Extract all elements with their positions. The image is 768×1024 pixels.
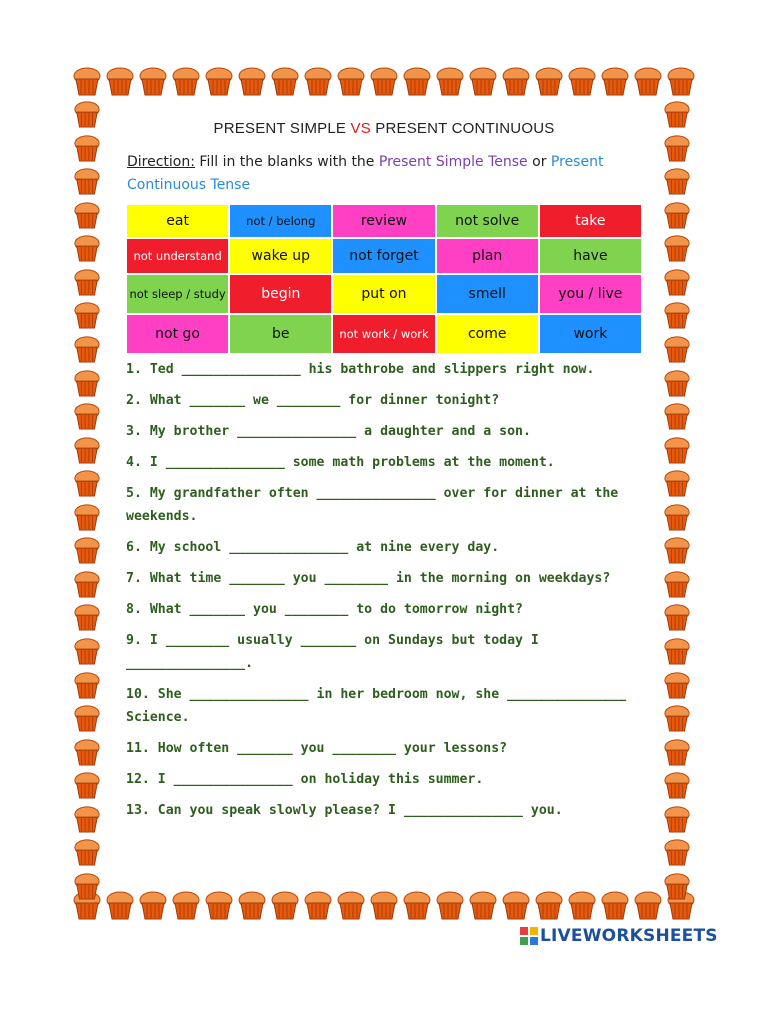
muffin-icon [72,402,102,430]
verb-cell: have [540,239,641,273]
muffin-icon [633,66,663,96]
muffin-icon [662,234,692,262]
muffin-icon [567,66,597,96]
title-part1: PRESENT SIMPLE [213,120,351,137]
muffin-icon [501,890,531,920]
muffin-icon [237,66,267,96]
muffin-icon [72,671,102,699]
muffin-border-top [72,66,696,102]
muffin-icon [105,890,135,920]
muffin-border-left [72,100,106,900]
verb-cell: be [230,315,331,353]
verb-cell: plan [437,239,538,273]
muffin-icon [204,66,234,96]
verb-box [127,205,641,349]
muffin-icon [662,301,692,329]
muffin-icon [72,771,102,799]
title-part2: PRESENT CONTINUOUS [370,120,555,137]
verb-cell: wake up [230,239,331,273]
muffin-icon [72,134,102,162]
question-item: 6. My school _______________ at nine every day. [126,540,500,555]
muffin-icon [72,872,102,900]
muffin-icon [600,66,630,96]
muffin-icon [72,268,102,296]
verb-cell: not / belong [230,205,331,237]
direction-or: or [527,154,551,170]
verb-cell: eat [127,205,228,237]
muffin-icon [72,838,102,866]
muffin-icon [171,890,201,920]
worksheet-title [0,120,768,137]
question-list [126,358,646,822]
muffin-icon [402,890,432,920]
muffin-icon [72,637,102,665]
question-item: 1. Ted _______________ his bathrobe and slippers right now. [126,362,595,377]
muffin-icon [336,66,366,96]
title-vs: VS [350,120,371,137]
muffin-icon [369,890,399,920]
question-item: 10. She _______________ in her bedroom now, she _______________ Science. [126,687,627,725]
muffin-icon [72,704,102,732]
muffin-icon [662,369,692,397]
question-item: 4. I _______________ some math problems at the moment. [126,455,555,470]
muffin-icon [204,890,234,920]
verb-cell: take [540,205,641,237]
muffin-border-right [662,100,696,900]
muffin-icon [72,201,102,229]
muffin-icon [662,469,692,497]
verb-cell: smell [437,275,538,313]
question-item: 9. I ________ usually _______ on Sundays but today I _______________. [126,633,539,671]
muffin-icon [237,890,267,920]
question-item: 3. My brother _______________ a daughter and a son. [126,424,531,439]
muffin-icon [270,890,300,920]
muffin-icon [662,603,692,631]
muffin-border-bottom [72,890,696,926]
muffin-icon [72,66,102,96]
muffin-icon [303,890,333,920]
direction-text [127,151,652,197]
verb-cell: review [333,205,434,237]
muffin-icon [72,503,102,531]
muffin-icon [633,890,663,920]
muffin-icon [72,167,102,195]
muffin-icon [435,66,465,96]
muffin-icon [662,503,692,531]
muffin-icon [72,738,102,766]
verb-cell: you / live [540,275,641,313]
muffin-icon [171,66,201,96]
muffin-icon [72,436,102,464]
muffin-icon [336,890,366,920]
verb-cell: not sleep / study [127,275,228,313]
muffin-icon [72,335,102,363]
question-item: 11. How often _______ you ________ your lessons? [126,741,508,756]
muffin-icon [72,603,102,631]
muffin-icon [72,805,102,833]
muffin-icon [468,66,498,96]
muffin-icon [72,570,102,598]
question-item: 12. I _______________ on holiday this summer. [126,772,484,787]
muffin-icon [662,805,692,833]
muffin-icon [662,738,692,766]
muffin-icon [534,890,564,920]
verb-cell: begin [230,275,331,313]
muffin-icon [369,66,399,96]
muffin-icon [662,335,692,363]
verb-cell: come [437,315,538,353]
muffin-icon [72,301,102,329]
question-item: 5. My grandfather often _______________ over for dinner at the weekends. [126,486,619,524]
muffin-icon [662,134,692,162]
direction-continuous-tense: Present Continuous Tense [127,154,604,193]
muffin-icon [662,536,692,564]
muffin-icon [435,890,465,920]
muffin-icon [138,66,168,96]
muffin-icon [105,66,135,96]
verb-cell: not forget [333,239,434,273]
muffin-icon [666,66,696,96]
direction-label: Direction: [127,154,195,170]
muffin-icon [534,66,564,96]
muffin-icon [72,536,102,564]
verb-cell: not go [127,315,228,353]
question-item: 13. Can you speak slowly please? I _______________ you. [126,803,563,818]
muffin-icon [600,890,630,920]
muffin-icon [662,436,692,464]
muffin-icon [662,872,692,900]
muffin-icon [501,66,531,96]
muffin-icon [567,890,597,920]
liveworksheets-logo-text: LIVEWORKSHEETS [540,926,718,946]
muffin-icon [662,671,692,699]
verb-cell: not work / work [333,315,434,353]
direction-body: Fill in the blanks with the [194,154,379,170]
muffin-icon [72,369,102,397]
verb-cell: not understand [127,239,228,273]
muffin-icon [72,234,102,262]
liveworksheets-logo-icon [520,927,538,945]
muffin-icon [402,66,432,96]
verb-cell: put on [333,275,434,313]
muffin-icon [662,771,692,799]
verb-cell: work [540,315,641,353]
muffin-icon [270,66,300,96]
muffin-icon [662,704,692,732]
muffin-icon [662,201,692,229]
muffin-icon [662,838,692,866]
muffin-icon [138,890,168,920]
question-item: 2. What _______ we ________ for dinner tonight? [126,393,500,408]
direction-simple-tense: Present Simple Tense [378,154,528,170]
muffin-icon [662,402,692,430]
muffin-icon [72,469,102,497]
question-item: 8. What _______ you ________ to do tomorrow night? [126,602,523,617]
verb-cell: not solve [437,205,538,237]
muffin-icon [662,570,692,598]
muffin-icon [303,66,333,96]
muffin-icon [662,268,692,296]
muffin-icon [468,890,498,920]
muffin-icon [662,167,692,195]
muffin-icon [662,637,692,665]
question-item: 7. What time _______ you ________ in the morning on weekdays? [126,571,611,586]
liveworksheets-logo[interactable] [520,924,718,948]
